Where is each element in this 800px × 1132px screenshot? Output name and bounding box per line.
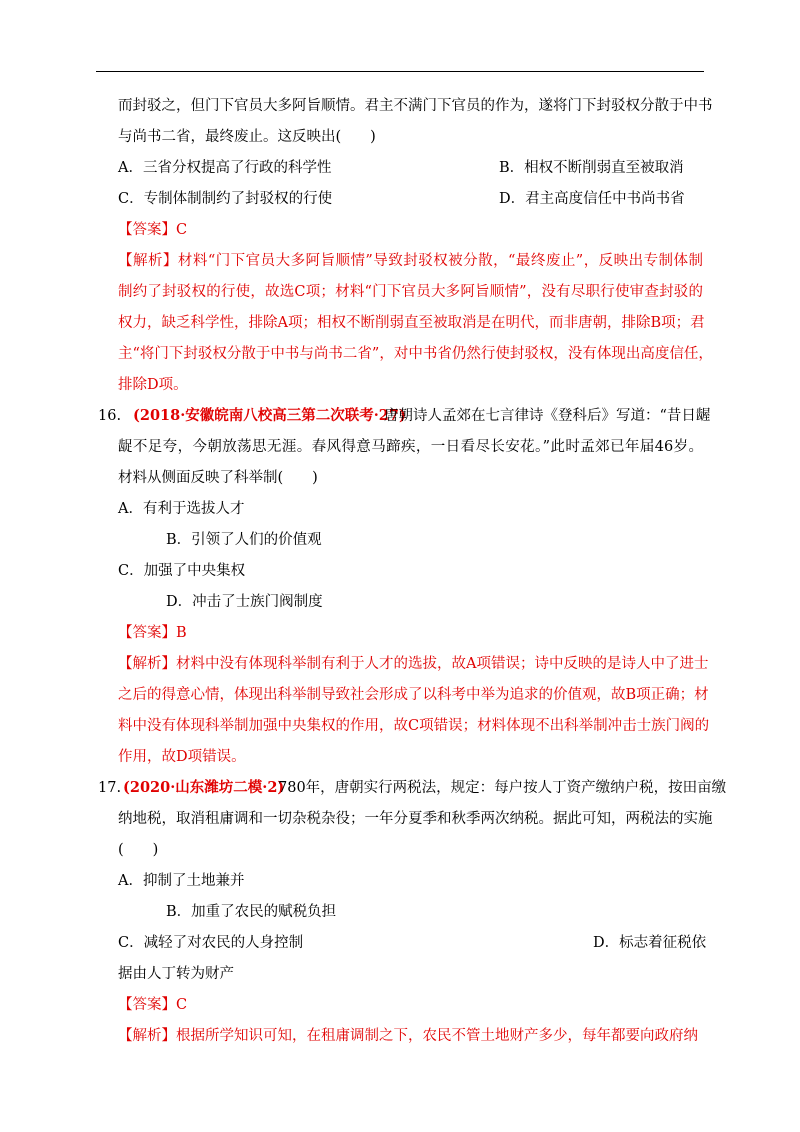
question-number: 16.	[98, 408, 122, 424]
analysis-line: 权力，缺乏科学性，排除A项；相权不断削弱直至被取消是在明代，而非唐朝，排除B项；君	[118, 315, 705, 331]
option-b: B．相权不断削弱直至被取消	[499, 160, 684, 176]
answer-label: 【答案】C	[118, 222, 188, 238]
question-number: 17.	[98, 780, 122, 796]
option-a: A．有利于选拔人才	[118, 501, 245, 517]
header-rule	[96, 71, 704, 72]
question-source: (2018·安徽皖南八校高三第二次联考·27)	[133, 407, 406, 424]
option-d: D．冲击了士族门阀制度	[166, 594, 323, 610]
option-a: A．抑制了土地兼并	[118, 873, 245, 889]
question-stem-line: 而封驳之，但门下官员大多阿旨顺情。君主不满门下官员的作为，遂将门下封驳权分散于中书	[118, 98, 713, 114]
option-b: B．加重了农民的赋税负担	[166, 904, 337, 920]
analysis-line: 【解析】材料“门下官员大多阿旨顺情”导致封驳权被分散，“最终废止”，反映出专制体制	[118, 253, 703, 269]
analysis-line: 排除D项。	[118, 377, 188, 393]
question-stem-line: ( )	[118, 842, 159, 858]
answer-label: 【答案】C	[118, 997, 188, 1013]
analysis-line: 【解析】根据所学知识可知，在租庸调制之下，农民不管土地财产多少，每年都要向政府纳	[118, 1028, 698, 1044]
question-stem-line: 材料从侧面反映了科举制( )	[118, 470, 318, 486]
option-b: B．引领了人们的价值观	[166, 532, 322, 548]
analysis-line: 主“将门下封驳权分散于中书与尚书二省”，对中书省仍然行使封驳权，没有体现出高度信任，	[118, 346, 713, 362]
option-c: C．加强了中央集权	[118, 563, 246, 579]
option-c: C．专制体制制约了封驳权的行使	[118, 191, 333, 207]
analysis-line: 作用，故D项错误。	[118, 749, 246, 765]
option-c: C．减轻了对农民的人身控制	[118, 935, 304, 951]
option-a: A．三省分权提高了行政的科学性	[118, 160, 332, 176]
analysis-line: 之后的得意心情，体现出科举制导致社会形成了以科考中举为追求的价值观，故B项正确；材	[118, 687, 709, 703]
option-d: D．君主高度信任中书尚书省	[499, 191, 685, 207]
answer-label: 【答案】B	[118, 625, 187, 641]
question-stem-line: 唐朝诗人孟郊在七言律诗《登科后》写道：“昔日龌	[384, 408, 711, 424]
question-stem-line: 龊不足夸，今朝放荡思无涯。春风得意马蹄疾，一日看尽长安花。”此时孟郊已年届46岁。	[118, 439, 703, 455]
question-stem-line: 780年，唐朝实行两税法，规定：每户按人丁资产缴纳户税，按田亩缴	[278, 780, 727, 796]
analysis-line: 制约了封驳权的行使，故选C项；材料“门下官员大多阿旨顺情”，没有尽职行使审查封驳的	[118, 284, 703, 300]
question-stem-line: 与尚书二省，最终废止。这反映出( )	[118, 129, 376, 145]
analysis-line: 【解析】材料中没有体现科举制有利于人才的选拔，故A项错误；诗中反映的是诗人中了进士	[118, 656, 709, 672]
analysis-line: 料中没有体现科举制加强中央集权的作用，故C项错误；材料体现不出科举制冲击士族门阀的	[118, 718, 710, 734]
option-d: D．标志着征税依	[593, 935, 707, 951]
question-source: (2020·山东潍坊二模·2)	[123, 779, 285, 796]
question-stem-line: 纳地税，取消租庸调和一切杂税杂役；一年分夏季和秋季两次纳税。据此可知，两税法的实施	[118, 811, 713, 827]
option-d-continuation: 据由人丁转为财产	[118, 966, 234, 982]
